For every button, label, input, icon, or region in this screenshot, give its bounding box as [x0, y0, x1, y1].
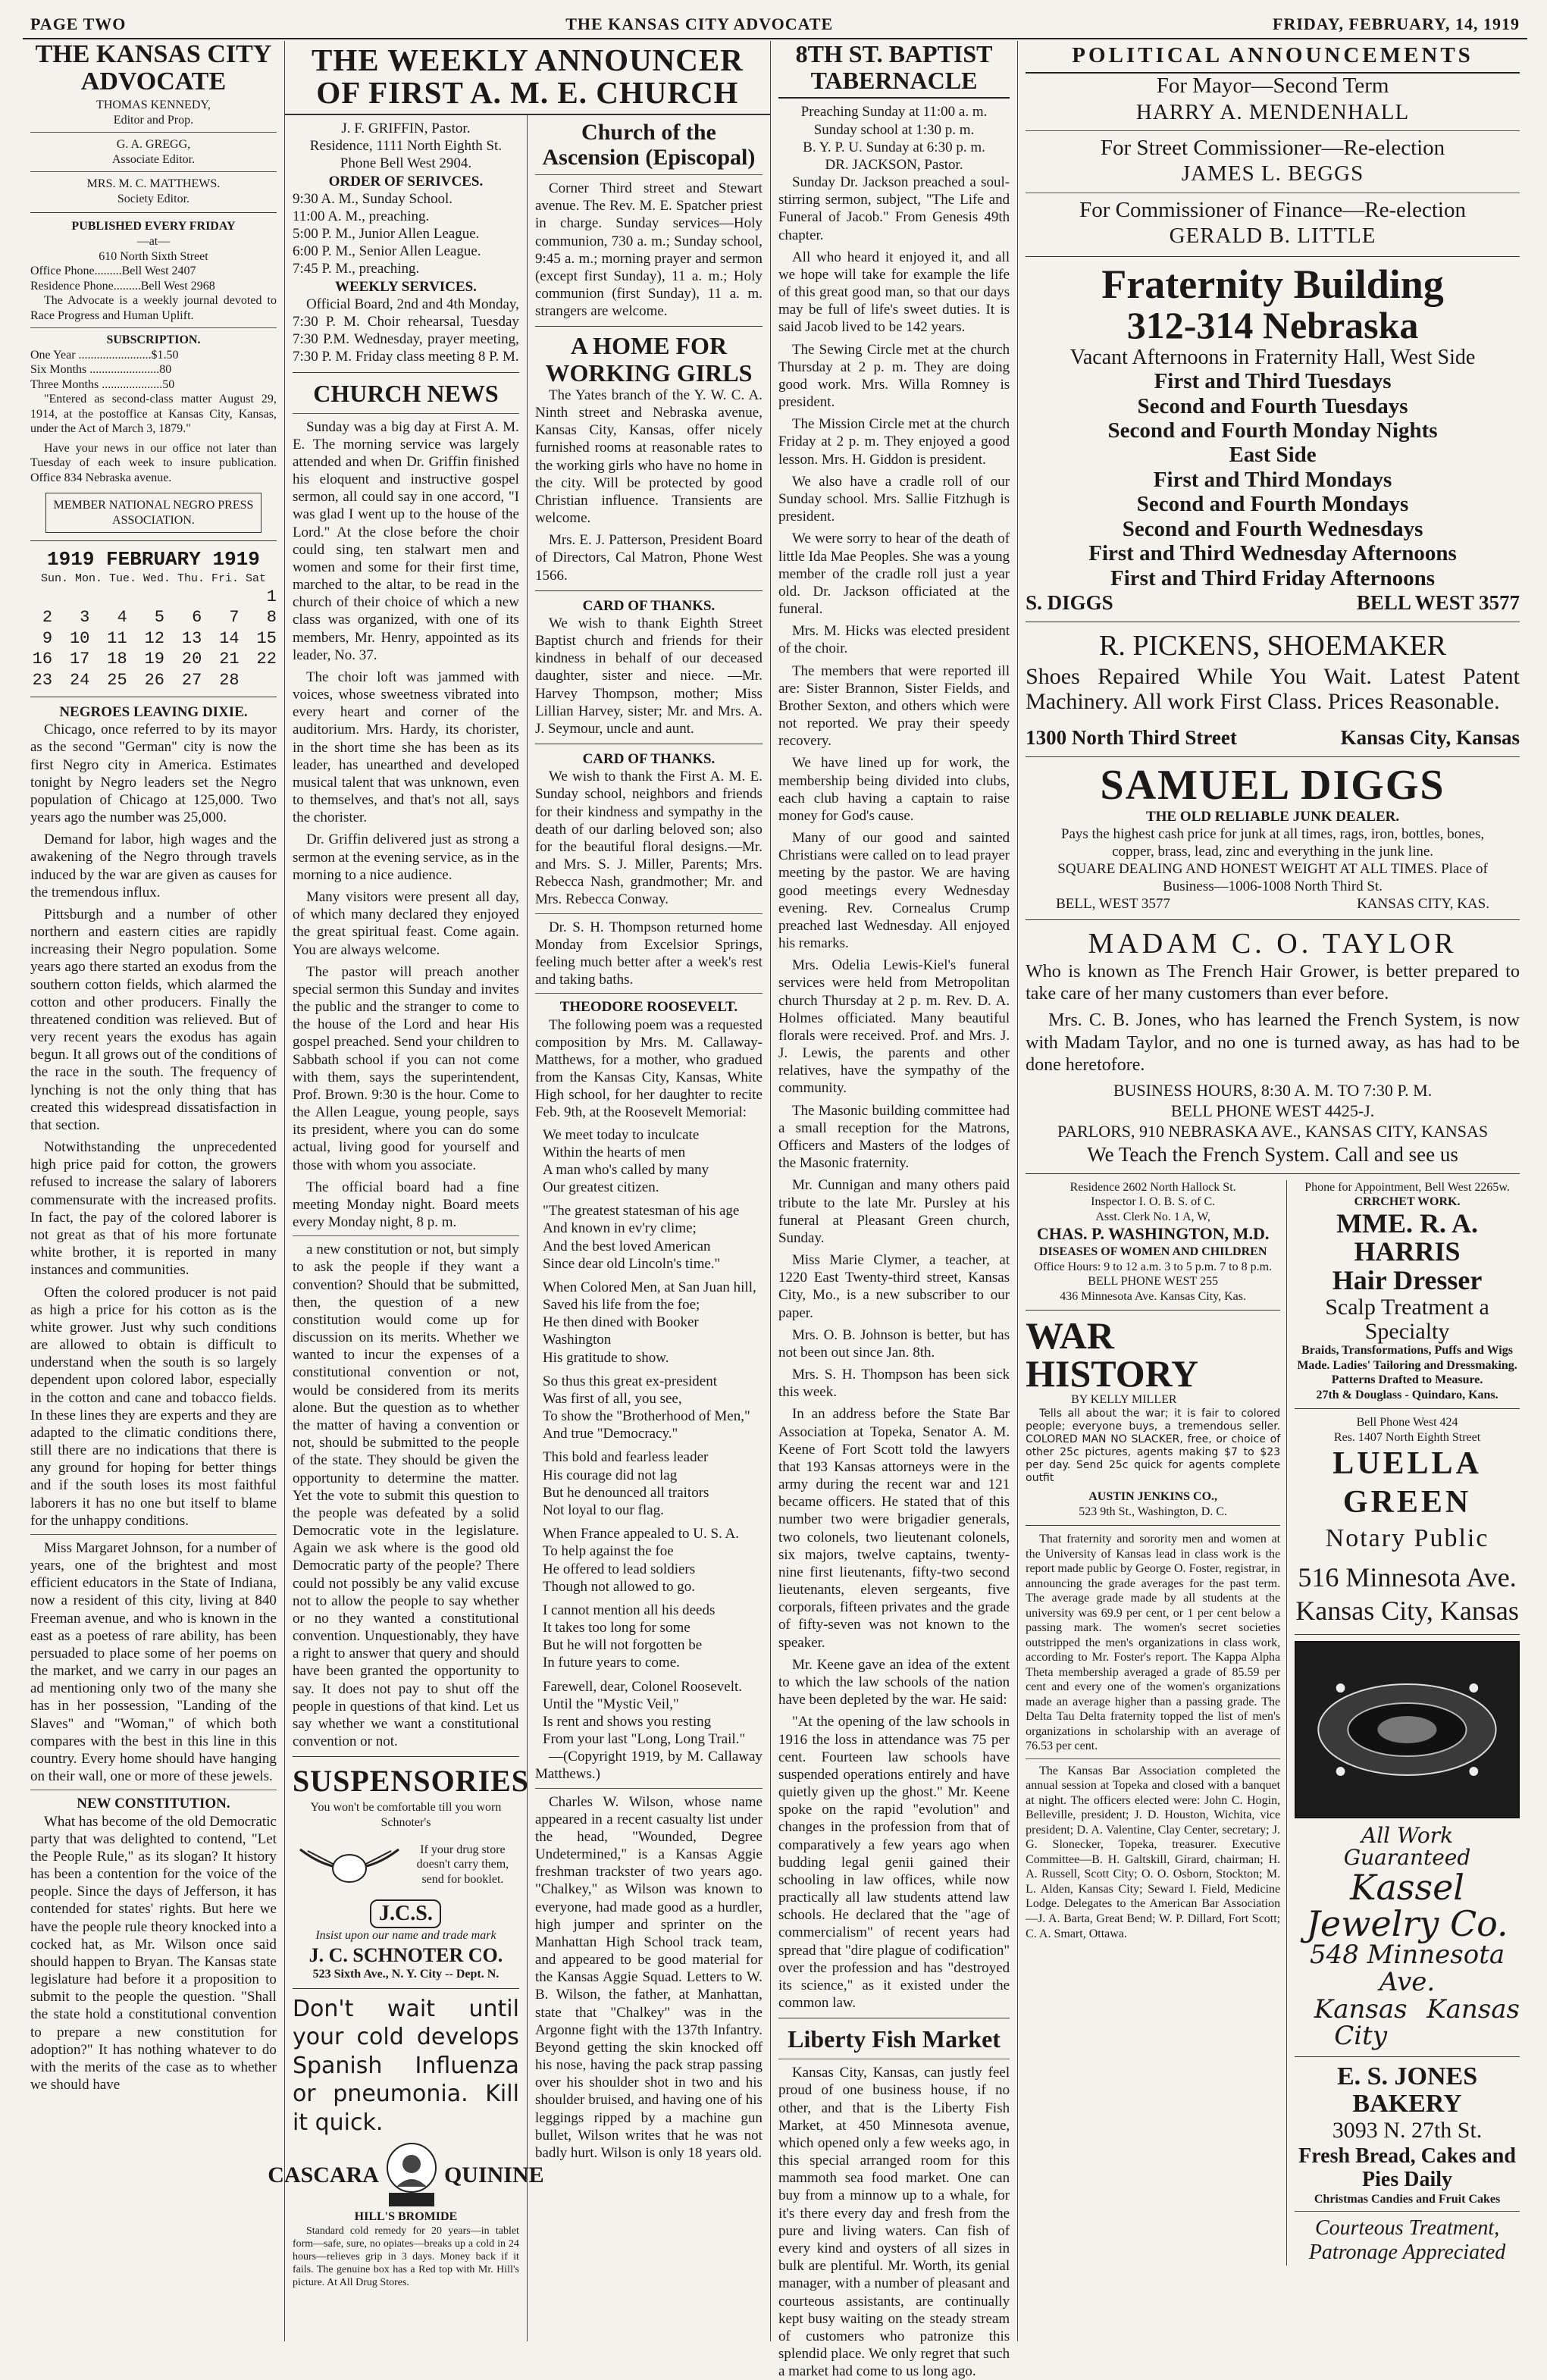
jewelry-city	[1295, 1993, 1520, 2052]
war-history-text: Tells all about the war; it is fair to colored people; everyone buys, a tremendous seller. COLORED MAN NO SLACKER, free, or choice of other 25c pictures, agents making $7 to $23 per day. Send 25c quick for agents complete outfit	[1026, 1407, 1281, 1484]
tabernacle-para: The members that were reported ill are: Sister Brannon, Sister Fields, and Brother Sexton, and others which were not reported. We pray their speedy recovery.	[778, 662, 1010, 750]
tabernacle-para: Mrs. S. H. Thompson has been sick this week.	[778, 1367, 1010, 1401]
bromide-word: BROMIDE	[398, 2210, 458, 2224]
poem-line: To help against the foe	[542, 1543, 674, 1560]
home-para-2: Mrs. E. J. Patterson, President Board of Directors, Cal Matron, Phone West 1566.	[534, 532, 763, 584]
tabernacle-news	[778, 174, 1010, 2012]
column-3	[528, 115, 770, 2341]
schedule-line: First and Third Wednesday Afternoons	[1088, 541, 1457, 566]
calendar-day	[180, 587, 202, 608]
poem-line: His courage did not lag	[542, 1467, 678, 1483]
poem-line: And known in ev'ry clime;	[542, 1220, 697, 1237]
card-of-thanks-para: We wish to thank Eighth Street Baptist church and friends for their kindness in behalf of our deceased daughter, sister and niece. —Mr. Harvey Thompson, mother; Miss Lillian Harvey, sister; Mr. and Mrs. A. J. Seymour, uncle and aunt.	[534, 615, 763, 737]
schedule-line: First and Third Tuesdays	[1154, 369, 1392, 394]
poem-line: Was first of all, you see,	[542, 1390, 682, 1407]
tabernacle-para: The Sewing Circle met at the church Thursday at 2 p. m. They are doing good work. Mrs. Willa Romney is president.	[778, 341, 1010, 411]
ascension-para: Corner Third street and Stewart avenue. The Rev. M. E. Spatcher priest in charge. Sunday services—Holy communion, 730 a. m.; Sunday school, 9:45 a. m.; morning prayer and sermon (except first Sunday), 11 a. m.; Holy communion (first Sunday), 11 a. m. strangers are welcome.	[534, 180, 763, 320]
poem-line: Saved his life from the foe;	[542, 1297, 700, 1314]
cascara-note: Standard cold remedy for 20 years—in tablet form—safe, sure, no opiates—breaks up a cold in 24 hours—relieves grip in 3 days. Money back if it fails. The genuine box has a Red top with Mr. Hill's picture. At All Drug Stores.	[292, 2225, 519, 2289]
poem-line: But he denounced all traitors	[542, 1484, 709, 1501]
tabernacle-para: Miss Marie Clymer, a teacher, at 1220 East Twenty-third street, Kansas City, Mo., is a new subscriber to our paper.	[778, 1252, 1010, 1321]
calendar-day: 9	[42, 628, 53, 648]
calendar	[30, 547, 277, 691]
washington-inspector: Inspector I. O. B. S. of C.	[1091, 1195, 1216, 1209]
church-news-para: The pastor will preach another special sermon this Sunday and invites the public and the stranger to come to the house of the Lord and hear His gospel preached. Send your children to Sabbath school if you can not come with them, says the superintendent, Prof. Brown. 9:30 is the hour. Come to the Allen League, young people, says its president, where you can do some actual, living good for yourself and those with whom you associate.	[292, 963, 519, 1173]
calendar-day: 21	[219, 650, 240, 669]
bakery-courtesy: Courteous Treatment, Patronage Appreciated	[1308, 2216, 1506, 2265]
war-history-company: AUSTIN JENKINS CO.,	[1088, 1490, 1218, 1504]
diggs-heading: SAMUEL DIGGS	[1100, 761, 1445, 809]
luella-name: LUELLA GREEN	[1332, 1446, 1482, 1520]
times-line: DR. JACKSON, Pastor.	[825, 156, 963, 173]
staff-line: Associate Editor.	[111, 152, 196, 166]
bakery-heading: E. S. JONES BAKERY	[1336, 2062, 1478, 2118]
staff-line: MRS. M. C. MATTHEWS.	[86, 177, 221, 191]
luella-residence: Res. 1407 North Eighth Street	[1333, 1430, 1481, 1444]
dixie-para: Often the colored producer is not paid as high a price for his cotton as is the white grower. Just why such conditions are allowed to obtain is difficult to understand when the south is so largely dependent upon colored labor, especially in the cotton and cane and tobacco fields. In these lines they are experts and they are adapted to the climatic conditions there, still there are no indications that there is any ground for hoping for better things and if the south loses its most faithful laborers it has no one but itself to blame for the unhappy conditions.	[30, 1284, 277, 1529]
fraternity-schedule	[1026, 346, 1520, 591]
poem-line: This bold and fearless leader	[542, 1449, 709, 1466]
lower-right	[1287, 1180, 1520, 2266]
jewelry-address: 548 Minnesota Ave.	[1309, 1940, 1505, 1997]
finance-name: GERALD B. LITTLE	[1169, 224, 1376, 249]
fraternity-phone: BELL WEST 3577	[1356, 591, 1520, 615]
staff-line: G. A. GREGG,	[116, 138, 191, 152]
thompson-para: Dr. S. H. Thompson returned home Monday from Excelsior Springs, feeling much better after a week's rest and taking baths.	[534, 919, 763, 988]
commissioner-name: JAMES L. BEGGS	[1181, 161, 1364, 186]
weekly-services: Official Board, 2nd and 4th Monday, 7:30 P. M. Choir rehearsal, Tuesday 7:30 P.M. Wednesday, prayer meeting, 7:30 P. M. Friday class meeting 8 P. M.	[292, 296, 519, 365]
staff-line: Society Editor.	[117, 192, 190, 205]
harris-title: Hair Dresser	[1332, 1265, 1483, 1296]
war-history-address: 523 9th St., Washington, D. C.	[1079, 1505, 1227, 1518]
poem-line: When France appealed to U. S. A.	[542, 1526, 739, 1542]
masthead	[23, 11, 1527, 39]
constitution-para: What has become of the old Democratic party that was delighted to contend, "Let the People Rule," as its slogan? It history has been a contention for the voice of the people. Since the days of Jefferson, it has contended for states' rights. But here we have the people rule theory knocked into a cocked hat, as Mr. Wilson once said should happen to Bryan. The Kansas state legislature had before it a proposition to submit to the people the question. "Shall the state hold a constitutional convention to prepare a new constitution for adoption?" It has nothing whatever to do with the merits of the case as to whether we should have	[30, 1813, 277, 2093]
finance-line: For Commissioner of Finance—Re-election	[1079, 197, 1466, 222]
schedule-line: East Side	[1229, 443, 1317, 468]
washington-hours: Office Hours: 9 to 12 a.m. 3 to 5 p.m. 7 to 8 p.m.	[1034, 1260, 1273, 1273]
staff-line: Editor and Prop.	[113, 113, 194, 127]
calendar-day: 20	[181, 650, 202, 669]
calendar-day: 4	[117, 608, 127, 628]
luella-title: Notary Public	[1325, 1524, 1489, 1552]
poem-line: His gratitude to show.	[542, 1349, 669, 1366]
fish-market-heading: Liberty Fish Market	[788, 2025, 1001, 2053]
poem-line: Since dear old Lincoln's time."	[542, 1255, 721, 1272]
poem-line: Within the hearts of men	[542, 1144, 686, 1160]
calendar-week	[30, 649, 277, 670]
calendar-week	[30, 607, 277, 628]
schnoter-company: J. C. SCHNOTER CO.	[308, 1943, 503, 1966]
calendar-day: 26	[144, 670, 164, 690]
order-item: 6:00 P. M., Senior Allen League.	[292, 243, 481, 260]
diggs-footer	[1056, 895, 1489, 913]
pastor-line: Phone Bell West 2904.	[340, 155, 472, 172]
residence-phone: Residence Phone.........Bell West 2968	[30, 279, 215, 293]
dixie-para: Chicago, once referred to by its mayor as the second "German" city is now the first Negro city in America. Estimates tonight by Negro leaders set the Negro population of Chicago at 125,000. Two years ago the number was 25,000.	[30, 722, 277, 826]
calendar-day: 27	[181, 670, 202, 690]
news-note: Have your news in our office not later than Tuesday of each week to insure publication. Office 834 Nebraska avenue.	[30, 441, 277, 484]
suspensories-sub: You won't be comfortable till you worn Schnoter's	[310, 1801, 502, 1829]
calendar-day: 14	[219, 628, 240, 648]
constitution-continued: a new constitution or not, but simply to ask the people if they want a convention? Should that be submitted, then, the question of a new constitution would come up for discussion on its merits. Whether we wanted to incur the expenses of a constitutional convention or not, would be considered from its merits alone. But the question as to whether the matter of having a convention or not, should be submitted to the people of the state. They should be given the opportunity to determine the matter. Yet the vote to submit this question to the people was defeated by a solid Democratic vote in the legislature. Again we ask where is the good old Democratic party of the people? There could not possibly be any valid excuse not to allow the people to say whether or no they wanted a constitutional convention. Unquestionably, they have a right to answer that query and should have been granted the opportunity to say. It does not pay to shut off the people in questions of that kind. Let us say whether we want a constitutional convention or not.	[292, 1242, 519, 1750]
published-line: PUBLISHED EVERY FRIDAY	[71, 220, 236, 233]
poem-line	[535, 1367, 763, 1373]
cascara-ad	[268, 2141, 544, 2209]
calendar-day: 25	[107, 670, 127, 690]
subscription-heading: SUBSCRIPTION.	[106, 334, 201, 347]
paper-name: THE KANSAS CITY ADVOCATE	[565, 14, 834, 34]
announcer-title: THE WEEKLY ANNOUNCER OF FIRST A. M. E. CHURCH	[285, 41, 770, 115]
hills-word: HILL'S	[354, 2210, 395, 2224]
poem-line	[535, 1519, 763, 1525]
calendar-day: 7	[229, 608, 240, 628]
luella-city: Kansas City, Kansas	[1295, 1596, 1519, 1627]
staff-list	[30, 98, 277, 206]
calendar-day: 5	[154, 608, 164, 628]
jewelry-guarantee: All Work Guaranteed	[1343, 1822, 1471, 1871]
calendar-grid	[30, 587, 277, 691]
wilson-para: Charles W. Wilson, whose name appeared in a recent casualty list under the head, "Wounded, Degree Undetermined," is a Kansas Aggie freshman trackster of two years ago. "Chalkey," as Wilson was known to everyone, had made good as a hurdler, high jumper and sprinter on the Manhattan High School track team, and appeared to be good material for the Kansas Aggie Squad. Letters to W. B. Wilson, the father, at Manhattan, state that "Chalkey" was in the Argonne fight with the 137th Infantry. Beyond getting the skin knocked off his nose, having the pack strap passing over his shoulder shot in two and his shoulder bruised, and having one of his leggings ripped by a machine gun bullet, Wilson writes that he was not badly hurt. Wilson is only 18 years old.	[534, 1793, 763, 2161]
poem-line: In future years to come.	[542, 1655, 680, 1671]
suspensories-note: If your drug store doesn't carry them, send for booklet.	[416, 1843, 509, 1886]
calendar-day: 8	[266, 608, 277, 628]
harris-address: 27th & Douglass - Quindaro, Kans.	[1316, 1388, 1498, 1401]
calendar-day: 16	[32, 650, 53, 669]
calendar-day: 12	[144, 628, 164, 648]
diggs-sub: THE OLD RELIABLE JUNK DEALER.	[1145, 808, 1400, 825]
pickens-text: Shoes Repaired While You Wait. Latest Patent Machinery. All work First Class. Prices Reasonable.	[1026, 663, 1520, 715]
order-item: 11:00 A. M., preaching.	[292, 208, 430, 224]
column-1	[23, 41, 285, 2341]
bar-news: The Kansas Bar Association completed the annual session at Topeka and closed with a banquet at night. The officers elected were: John C. Hogin, Belleville, president; J. D. Houston, Wichita, vice president; D. A. Valentine, Clay Center, secretary; J. G. Slonecker, Topeka, treasurer. Executive Committee—B. H. Galtskill, Girard, chairman; H. A. Russell, Scott City; O. O. Osborn, Stockton; M. L. Alden, Kansas City; Seward I. Field, Medicine Lodge. Delegates to the American Bar Association—J. A. Barta, Great Bend; W. P. Dillard, Fort Scott; C. A. Smart, Ottawa.	[1026, 1764, 1281, 1940]
fraternity-footer	[1026, 590, 1520, 615]
calendar-day	[255, 670, 277, 691]
calendar-days: Sun. Mon. Tue. Wed. Thu. Fri. Sat	[40, 572, 266, 585]
calendar-day: 15	[256, 628, 277, 648]
calendar-day	[105, 587, 127, 608]
taylor-hours: BUSINESS HOURS, 8:30 A. M. TO 7:30 P. M.	[1113, 1081, 1433, 1101]
schedule-line: First and Third Mondays	[1153, 467, 1392, 492]
jewelry-state: Kansas	[1426, 1993, 1520, 2025]
tabernacle-para: All who heard it enjoyed it, and all we hope will take for example the life of this great good man, so that our days may be full of life's sweet duties. It is said Jacob lived to be 142 years.	[778, 249, 1010, 336]
at-line: —at—	[136, 234, 171, 248]
ascension-heading: Church of the Ascension (Episcopal)	[542, 120, 756, 171]
church-news-para: Many visitors were present all day, of which many declared they enjoyed the great spiritual feast. Come again. You are always welcome.	[292, 889, 519, 958]
advocate-title: THE KANSAS CITY ADVOCATE	[35, 40, 272, 96]
jewelry-name: Kassel Jewelry Co.	[1306, 1866, 1508, 1944]
suspensory-icon	[293, 1834, 406, 1895]
calendar-day: 11	[107, 628, 127, 648]
bakery-candy: Christmas Candies and Fruit Cakes	[1314, 2192, 1501, 2206]
poem-line	[535, 1596, 763, 1602]
calendar-day: 2	[42, 608, 53, 628]
washington-name: CHAS. P. WASHINGTON, M.D.	[1036, 1224, 1270, 1244]
spanish-flu-ad: Don't wait until your cold develops Spanish Influenza or pneumonia. Kill it quick.	[292, 1995, 519, 2136]
tabernacle-times	[778, 103, 1010, 174]
column-5	[1018, 41, 1527, 2341]
poem-line: Until the "Mystic Veil,"	[542, 1696, 679, 1712]
quinine-word: QUININE	[443, 2162, 544, 2188]
schedule-line: Second and Fourth Monday Nights	[1107, 418, 1438, 443]
card-of-thanks-heading: CARD OF THANKS.	[582, 597, 716, 614]
harris-phone: Phone for Appointment, Bell West 2265w.	[1304, 1180, 1510, 1194]
pickens-heading: R. PICKENS, SHOEMAKER	[1098, 630, 1447, 662]
poem-line: He offered to lead soldiers	[542, 1561, 696, 1577]
poem-credit: —(Copyright 1919, by M. Callaway Matthews.)	[534, 1749, 763, 1783]
schedule-line: Vacant Afternoons in Fraternity Hall, West Side	[1069, 345, 1476, 369]
times-line: Preaching Sunday at 11:00 a. m.	[800, 104, 988, 121]
tabernacle-para: We were sorry to hear of the death of little Ida Mae Peoples. She was a young member of the cradle roll just a year old. Dr. Jackson officiated at the funeral.	[778, 531, 1010, 618]
poem-line: Our greatest citizen.	[542, 1179, 659, 1196]
bakery-address: 3093 N. 27th St.	[1332, 2118, 1483, 2144]
fraternity-news: That fraternity and sorority men and women at the University of Kansas lead in class work is the report made public by George O. Foster, registrar, in announcing the grade averages for the past term. The average grade made by all students at the university was 69.9 per cent, or 1 per cent below a passing mark. The women's secret societies outstripped the men's organizations in class work, according to Mr. Foster's report. The Kappa Alpha Theta membership averaged a grade of 85.59 per cent and every one of the women's organizations made an average higher than a passing grade. The Delta Tau Delta fraternity topped the list of men's organizations in scholarship with an average of 76.53 per cent.	[1026, 1533, 1281, 1753]
weekly-heading: WEEKLY SERVICES.	[334, 278, 477, 295]
tabernacle-para: Mr. Keene gave an idea of the extent to which the law schools of the nation have been depleted by the war. He said:	[778, 1656, 1010, 1708]
diggs-text: Pays the highest cash price for junk at all times, rags, iron, bottles, bones, copper, brass, lead, zinc and everything in the junk line.	[1060, 825, 1485, 860]
church-news-para: Dr. Griffin delivered just as strong a sermon at the evening service, as in the morning to a nice audience.	[292, 831, 519, 883]
announcer-section	[268, 41, 771, 2341]
home-heading: A HOME FOR WORKING GIRLS	[545, 332, 753, 387]
times-line: B. Y. P. U. Sunday at 6:30 p. m.	[803, 139, 985, 155]
issue-date: FRIDAY, FEBRUARY, 14, 1919	[1273, 14, 1520, 34]
poem-line: To show the "Brotherhood of Men,"	[542, 1408, 750, 1425]
commissioner-line: For Street Commissioner—Re-election	[1100, 136, 1445, 161]
luella-address: 516 Minnesota Ave.	[1298, 1562, 1517, 1593]
jewelry-image-icon	[1296, 1643, 1518, 1817]
poem-line: And true "Democracy."	[542, 1426, 678, 1442]
poem-line	[535, 1442, 763, 1448]
poem-line: We meet today to inculcate	[542, 1126, 700, 1143]
calendar-week	[30, 628, 277, 650]
washington-phone: BELL PHONE WEST 255	[1088, 1275, 1218, 1289]
calendar-day: 10	[69, 628, 90, 648]
dixie-para: Notwithstanding the unprecedented high price paid for cotton, the growers refused to increase the salary of laborers commensurate with the increased profits. In fact, the pay of the colored laborer is not great as that of his more fortunate white brother, it is reported in many instances and communities.	[30, 1139, 277, 1279]
poem-line: From your last "Long, Long Trail."	[542, 1731, 746, 1748]
calendar-day: 18	[107, 650, 127, 669]
poem-line: But he will not forgotten be	[542, 1637, 703, 1654]
calendar-day	[142, 587, 164, 608]
roosevelt-poem	[535, 1126, 763, 1749]
dixie-para: Pittsburgh and a number of other northern and eastern cities are rapidly increasing their Negro population. Some years ago there started an exodus from the southern cotton fields, which alarmed the cotton and other producers. Finally the threatened condition was relieved. But of very recent years the exodus has again begun. It all grows out of the conditions of the race in the south. The frequency of lynching is not the only thing that has created this widespread dissatisfaction in that section.	[30, 906, 277, 1133]
poem-line	[535, 1273, 763, 1279]
calendar-day: 24	[69, 670, 90, 690]
harris-name: MME. R. A. HARRIS	[1336, 1207, 1479, 1267]
home-para: The Yates branch of the Y. W. C. A. Ninth street and Nebraska avenue, Kansas City, Kansas, offer nicely furnished rooms at reasonable rates to the working girls who have no home in the city. Will be protected by good Christian influence. Transients are welcome.	[534, 387, 763, 527]
card-of-thanks-para-2: We wish to thank the First A. M. E. Sunday school, neighbors and friends for their kindness and sympathy in the death of our darling beloved son; also for the beautiful floral designs.—Mr. and Mrs. S. J. Miller, Parents; Mrs. Rebecca Nash, grandmother; Mr. and Mrs. Rebecca Conway.	[534, 769, 763, 908]
diggs-phone: BELL, WEST 3577	[1056, 896, 1170, 913]
calendar-week	[30, 670, 277, 691]
calendar-day	[30, 587, 52, 608]
poem-line: Not loyal to our flag.	[542, 1502, 664, 1518]
calendar-day: 23	[32, 670, 53, 690]
pastor-line: J. F. GRIFFIN, Pastor.	[341, 121, 471, 137]
church-news-para: The official board had a fine meeting Monday night. Board meets every Monday night, 8 p. m.	[292, 1179, 519, 1231]
church-news-para: The choir loft was jammed with voices, whose sweetness vibrated into every heart and corner of the auditorium. Mrs. Hardy, its chorister, in the short time she has been as its leader, has unearthed and developed musical talent that was unknown, even to themselves, and that's not all, says the chorister.	[292, 669, 519, 826]
entered-note: "Entered as second-class matter August 29, 1914, at the postoffice at Kansas City, Kansas, under the Act of March 3, 1879."	[30, 393, 277, 436]
harris-work: CRRCHET WORK.	[1354, 1195, 1461, 1209]
order-item: 7:45 P. M., preaching.	[292, 261, 420, 277]
tabernacle-para: We have lined up for work, the membership being divided into clubs, each club having a captain to raise money for God's cause.	[778, 755, 1010, 824]
taylor-text: Who is known as The French Hair Grower, is better prepared to take care of her many customers than ever before.	[1026, 961, 1520, 1004]
schedule-line: First and Third Friday Afternoons	[1110, 565, 1436, 590]
poem-line	[535, 1672, 763, 1678]
fraternity-building-address: 312-314 Nebraska	[1126, 304, 1419, 347]
calendar-day: 13	[181, 628, 202, 648]
political-heading: POLITICAL ANNOUNCEMENTS	[1026, 41, 1520, 74]
pickens-city: Kansas City, Kansas	[1340, 725, 1520, 749]
tabernacle-para: The Masonic building committee had a small reception for the Matrons, Officers and Masters of the lodges of the Masonic fraternity.	[778, 1102, 1010, 1172]
taylor-text-2: Mrs. C. B. Jones, who has learned the French System, is now with Madam Taylor, and no one is turned away, as has had to be done heretofore.	[1026, 1010, 1520, 1075]
calendar-heading: 1919 FEBRUARY 1919	[47, 548, 260, 572]
taylor-phone: BELL PHONE WEST 4425-J.	[1170, 1101, 1375, 1121]
poem-line: Farewell, dear, Colonel Roosevelt.	[542, 1678, 742, 1695]
roosevelt-heading: THEODORE ROOSEVELT.	[559, 999, 738, 1016]
dixie-para: Demand for labor, high wages and the awakening of the Negro through travels induced by the war are given as causes for the tremendous influx.	[30, 831, 277, 900]
tabernacle-para: Mr. Cunnigan and many others paid tribute to the late Mr. Pursley at his funeral at Pleasant Green church, Sunday.	[778, 1177, 1010, 1246]
mayor-name: HARRY A. MENDENHALL	[1135, 99, 1410, 124]
war-history-heading: WAR HISTORY	[1026, 1314, 1199, 1395]
poem-line: So thus this great ex-president	[542, 1373, 718, 1389]
lower-ads	[1026, 1180, 1520, 2266]
mayor-line: For Mayor—Second Term	[1156, 74, 1389, 99]
office-phone: Office Phone.........Bell West 2407	[30, 265, 196, 278]
tabernacle-para: We also have a cradle roll of our Sunday school. Mrs. Sallie Fitzhugh is president.	[778, 473, 1010, 525]
taylor-parlors: PARLORS, 910 NEBRASKA AVE., KANSAS CITY, KANSAS	[1057, 1121, 1489, 1141]
order-heading: ORDER OF SERIVCES.	[328, 173, 484, 189]
fraternity-building-title: Fraternity Building	[1101, 261, 1444, 307]
poem-line: Is rent and shows you resting	[542, 1713, 712, 1730]
devoted-note: The Advocate is a weekly journal devoted to Race Progress and Human Uplift.	[30, 294, 277, 322]
fraternity-owner: S. DIGGS	[1026, 591, 1113, 615]
tabernacle-para: Mrs. Odelia Lewis-Kiel's funeral services were held from Metropolitan church Thursday at 2 p. m. Rev. D. A. Holmes officiated. Many beautiful florals were received. Prof. and Mrs. J. J. Lewis, the parents and other relatives, have the sympathy of the community.	[778, 957, 1010, 1097]
schnoter-address: 523 Sixth Ave., N. Y. City -- Dept. N.	[312, 1968, 499, 1981]
poem-line: A man who's called by many	[542, 1161, 709, 1178]
member-badge: MEMBER NATIONAL NEGRO PRESS ASSOCIATION.	[45, 493, 261, 533]
washington-specialty: DISEASES OF WOMEN AND CHILDREN	[1038, 1245, 1267, 1259]
calendar-week	[30, 587, 277, 608]
bakery-slogan: Fresh Bread, Cakes and Pies Daily	[1298, 2144, 1516, 2191]
pastor-line: Residence, 1111 North Eighth St.	[309, 138, 503, 155]
dixie-heading: NEGROES LEAVING DIXIE.	[59, 704, 248, 721]
jewelry-city-name: Kansas City	[1314, 1993, 1408, 2052]
column-4	[771, 40, 1018, 2380]
washington-clerk: Asst. Clerk No. 1 A, W,	[1095, 1210, 1210, 1223]
poem-line: Though not allowed to go.	[542, 1578, 695, 1595]
poem-line: "The greatest statesman of his age	[542, 1203, 740, 1220]
tabernacle-para: Sunday Dr. Jackson preached a soul-stirring sermon, subject, "The Life and Funeral of Jacob." From Genesis 49th chapter.	[778, 174, 1010, 243]
lower-left	[1026, 1180, 1287, 2266]
constitution-heading: NEW CONSTITUTION.	[77, 1796, 230, 1812]
washington-address: 436 Minnesota Ave. Kansas City, Kas.	[1060, 1289, 1246, 1303]
jcs-logo: J.C.S.	[370, 1899, 441, 1928]
poem-line: When Colored Men, at San Juan hill,	[542, 1279, 756, 1295]
rate-line: One Year ........................$1.50	[30, 348, 179, 362]
calendar-day: 6	[192, 608, 202, 628]
schedule-line: Second and Fourth Mondays	[1136, 492, 1409, 517]
luella-phone: Bell Phone West 424	[1356, 1416, 1458, 1430]
schedule-line: Second and Fourth Wednesdays	[1122, 516, 1423, 541]
order-item: 5:00 P. M., Junior Allen League.	[292, 226, 480, 243]
times-line: Sunday school at 1:30 p. m.	[813, 121, 975, 138]
tabernacle-para: Many of our good and sainted Christians were called on to lead prayer meeting by the pastor. We are having good meetings every Wednesday evening. Rev. Cornealus Crump preached last Wednesday. All enjoyed his remarks.	[778, 830, 1010, 952]
cascara-word: CASCARA	[268, 2162, 379, 2188]
newspaper-page	[23, 11, 1527, 2380]
hills-bromide	[293, 2209, 519, 2225]
diggs-city: KANSAS CITY, KAS.	[1357, 896, 1489, 913]
calendar-day: 3	[80, 608, 90, 628]
roosevelt-intro: The following poem was a requested composition by Mrs. M. Callaway-Matthews, for a mother, who gradued from the Kansas City, Kansas, White High school, for her daughter to recite Feb. 9th, at the Roosevelt Memorial:	[534, 1016, 763, 1121]
harris-list: Braids, Transformations, Puffs and Wigs Made. Ladies' Tailoring and Dressmaking. Patterns Drafted to Measure.	[1297, 1344, 1517, 1387]
harris-scalp: Scalp Treatment a Specialty	[1325, 1295, 1489, 1344]
calendar-day: 22	[256, 650, 277, 669]
hill-portrait-icon	[385, 2141, 438, 2209]
washington-residence: Residence 2602 North Hallock St.	[1069, 1180, 1236, 1194]
poem-line: He then dined with Booker Washington	[542, 1314, 699, 1348]
tabernacle-para: Mrs. O. B. Johnson is better, but has not been out since Jan. 8th.	[778, 1326, 1010, 1361]
calendar-day	[67, 587, 89, 608]
column-2	[268, 115, 544, 2341]
tabernacle-para: The Mission Circle met at the church Friday at 2 p. m. They enjoyed a good lesson. Mrs. H. Giddon is president.	[778, 416, 1010, 468]
schedule-line: Second and Fourth Tuesdays	[1137, 393, 1408, 418]
church-news-heading: CHURCH NEWS	[313, 379, 499, 407]
tabernacle-para: "At the opening of the law schools in 1916 the loss in attendance was 75 per cent. Fourteen law schools have suspended operations entirely and have quietly given up the ghost." Mr. Keene spoke on the rapid "evolution" and changes in the profession from that of comparatively a few years ago when budding legal genii gained their schooling in law offices, while now practically all law students attend law schools. He declared that the "age of commercialism" of recent years had spread that "dire plague of codification" over the profession and has "destroyed its science," as it existed under the common law.	[778, 1714, 1010, 2012]
taylor-heading: MADAM C. O. TAYLOR	[1088, 927, 1458, 960]
johnson-para: Miss Margaret Johnson, for a number of years, one of the brightest and most efficient educators in the State of Indiana, now a resident of this city, living at 840 Freeman avenue, and who is known in the east as a poetess of rare ability, has been persuaded to place some of her poems on the market, and we carry in our pages an ad mentioning only two of the many she has in her possession, "Landing of the Slaves" and "Woman," of which both compares with the best in this line in this country. Every home should have hanging on their wall, one or more of these jewels.	[30, 1539, 277, 1785]
poem-line	[535, 1196, 763, 1202]
page-label: PAGE TWO	[30, 14, 127, 34]
calendar-day: 28	[219, 670, 240, 690]
war-history-author: BY KELLY MILLER	[1071, 1393, 1177, 1407]
calendar-day	[218, 587, 240, 608]
church-news-para: Sunday was a big day at First A. M. E. The morning service was largely attended and when Dr. Griffin finished his eloquent and instructive gospel sermon, all could say in one accord, "I was glad I went up to the house of the Lord." At the close before the choir could sing, ten stalwart men and women and some for their first time, marched to the altar, to be read in the church of their choice of which a new class was organized, with one of its members, Mr. Henry, appointed as its leader, No. 37.	[292, 418, 519, 663]
rate-line: Six Months .......................80	[30, 363, 172, 377]
tabernacle-para: Mrs. M. Hicks was elected president of the choir.	[778, 623, 1010, 657]
pickens-address: 1300 North Third Street	[1026, 725, 1237, 749]
calendar-day: 1	[266, 587, 277, 606]
suspensories-insist: Insist upon our name and trade mark	[315, 1929, 496, 1943]
tabernacle-heading: 8TH ST. BAPTIST TABERNACLE	[778, 41, 1010, 99]
calendar-day: 17	[69, 650, 90, 669]
office-address: 610 North Sixth Street	[99, 249, 208, 263]
jewelry-illustration	[1295, 1641, 1520, 1818]
pickens-footer	[1026, 725, 1520, 750]
card-of-thanks-heading-2: CARD OF THANKS.	[582, 751, 716, 768]
suspensories-heading: SUSPENSORIES	[292, 1764, 530, 1799]
staff-line: THOMAS KENNEDY,	[96, 99, 211, 112]
taylor-teach: We Teach the French System. Call and see us	[1087, 1142, 1458, 1166]
poem-line: And the best loved American	[542, 1238, 711, 1254]
poem-line: I cannot mention all his deeds	[542, 1602, 716, 1618]
rate-line: Three Months ....................50	[30, 377, 175, 391]
suspensories-ad	[293, 1834, 519, 1895]
fish-market-para: Kansas City, Kansas, can justly feel proud of one business house, if no other, and that is the Liberty Fish Market, at 450 Minnesota avenue, which opened only a few weeks ago, in this special arranged room for this mammoth sea food market. One can buy from a minnow up to a whale, for it's there every day and fresh from the pure and living waters. Can fish of every kind and oysters of all sizes in bulk are plentiful. Mr. Worth, its genial manager, with a number of pleasant and courteous assistants, are continually kept busy waiting on the steady stream of customers who patronize this splendid place. We only regret that such a market had come to us long ago.	[778, 2065, 1010, 2380]
poem-line: It takes too long for some	[542, 1620, 691, 1636]
pastor-info	[293, 120, 519, 173]
order-item: 9:30 A. M., Sunday School.	[292, 190, 453, 207]
diggs-text-2: SQUARE DEALING AND HONEST WEIGHT AT ALL TIMES. Place of Business—1006-1008 North Third St.	[1057, 861, 1488, 895]
calendar-day: 19	[144, 650, 164, 669]
tabernacle-para: In an address before the State Bar Association at Topeka, Senator A. M. Keene of Fort Scott told the lawyers that 193 Kansas attorneys were in the army during the recent war and 121 became officers. He stated that of this number two were brigadier generals, two colonels, two lieutenant colonels, six majors, twelve captains, twenty-nine first lieutenants, fifty-two second lieutenants, eleven sergeants, five corporals, fifteen privates and the grade of fifty-seven was not known to the speaker.	[778, 1406, 1010, 1651]
